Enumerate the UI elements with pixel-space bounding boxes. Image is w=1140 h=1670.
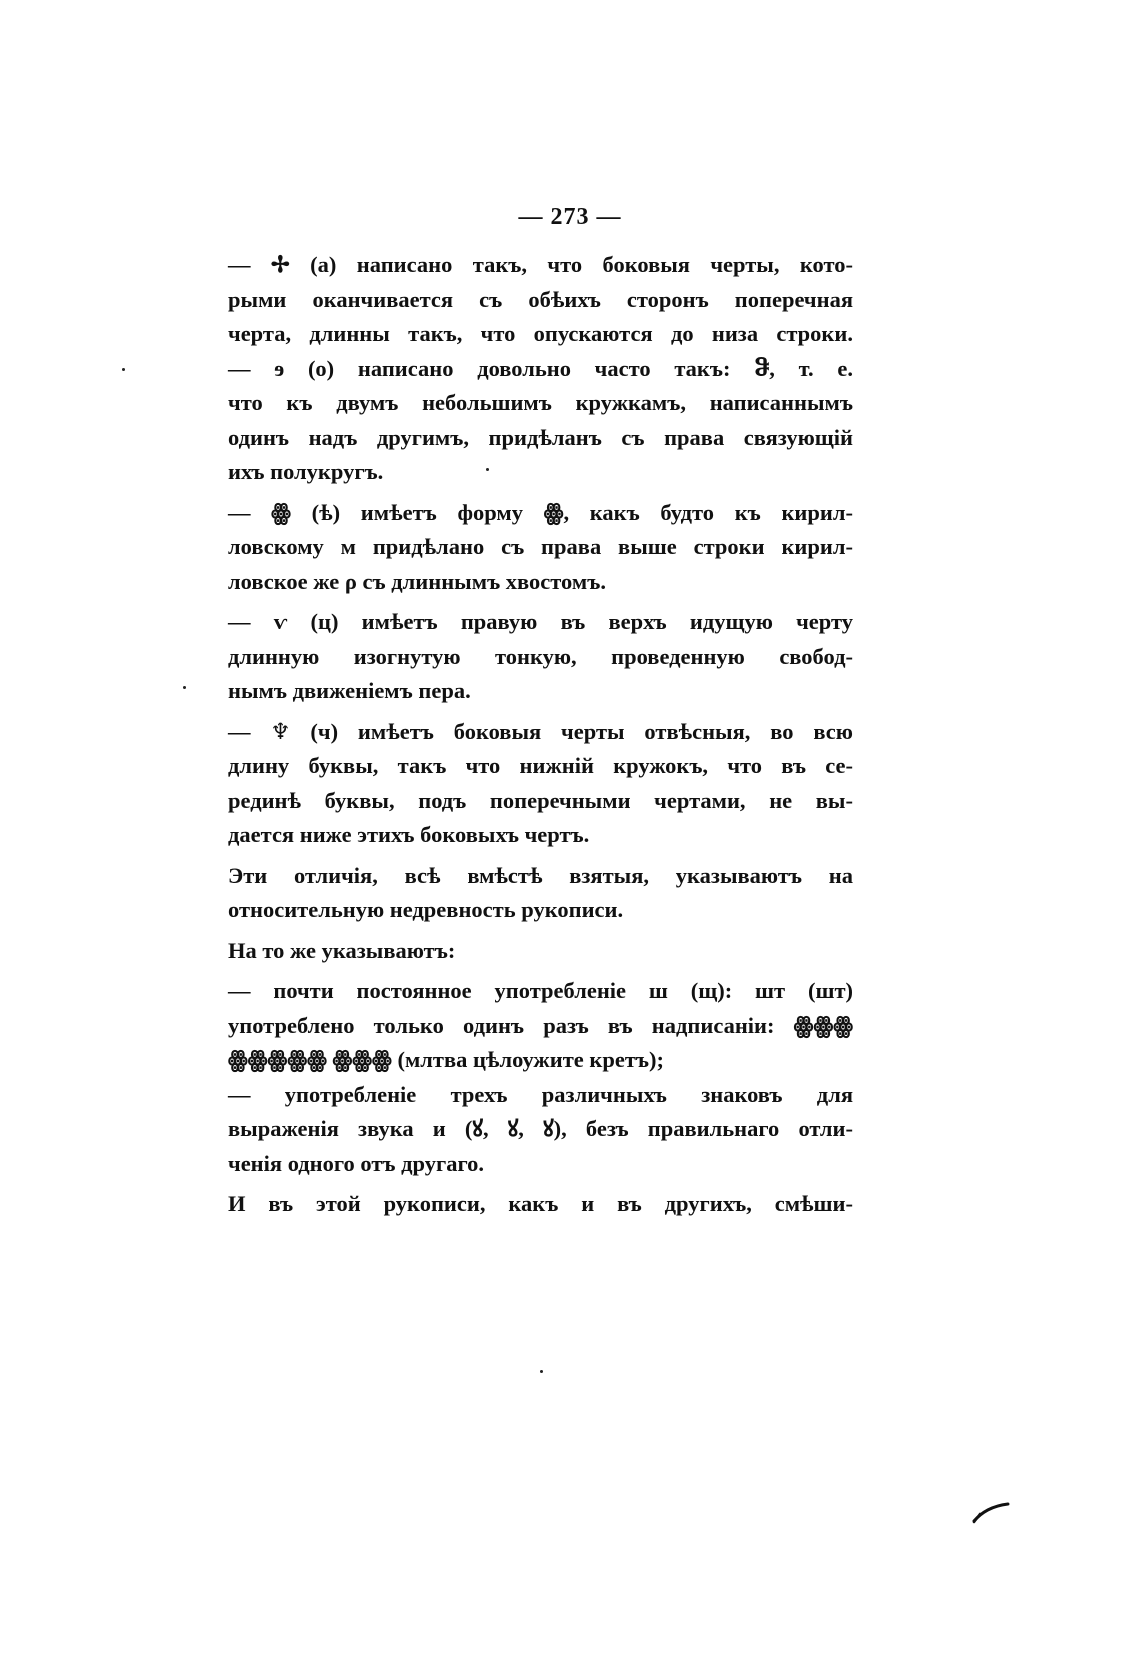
paragraph-conclusion: [228, 859, 853, 928]
paragraph-yat: [228, 496, 853, 600]
text-line: выраженія звука и (ꙋ, ꙋ, ꙋ), безъ правильнаго отли-: [228, 1116, 853, 1141]
text-line: ловскому м придѣлано съ права выше строки кирил-: [228, 534, 853, 559]
text-line: черта, длинны такъ, что опускаются до низа строки.: [228, 321, 853, 346]
text-line: — ♆ (ч) имѣетъ боковыя черты отвѣсныя, во всю: [228, 718, 853, 744]
page-number: — 273 —: [518, 204, 622, 230]
stray-mark: [122, 368, 125, 371]
stray-mark: [540, 1370, 543, 1373]
text-line: употреблено только одинъ разъ въ надписаніи: ꙮꙮꙮ: [228, 1012, 853, 1038]
text-line: ихъ полукругъ.: [228, 459, 384, 484]
text-line: ченія одного отъ другаго.: [228, 1150, 485, 1176]
paragraph-a: [228, 248, 853, 352]
text-line: — ѵ (ц) имѣетъ правую въ верхъ идущую черту: [228, 609, 853, 634]
paragraph-u: [228, 1078, 853, 1182]
text-line: нымъ движеніемъ пера.: [228, 678, 471, 703]
text-line: рединѣ буквы, подъ поперечными чертами, не вы-: [228, 787, 853, 813]
text-line: одинъ надъ другимъ, придѣланъ съ права связующій: [228, 424, 853, 450]
text-line: рыми оканчивается съ обѣихъ сторонъ поперечная: [228, 286, 853, 312]
paragraph-o: [228, 352, 853, 490]
text-line: ꙮꙮꙮꙮꙮ ꙮꙮꙮ (млтва цѣлоужите кретъ);: [228, 1047, 664, 1072]
stray-mark: [486, 468, 489, 471]
paragraph-also: [228, 934, 853, 969]
text-line: — почти постоянное употребленіе ш (щ): шт (шт): [228, 978, 853, 1003]
body-text: [228, 248, 853, 1222]
text-line: относительную недревность рукописи.: [228, 897, 624, 922]
text-line: И въ этой рукописи, какъ и въ другихъ, смѣши-: [228, 1191, 853, 1216]
text-line: ловское же ρ съ длиннымъ хвостомъ.: [228, 568, 606, 594]
text-line: На то же указываютъ:: [228, 937, 456, 963]
text-line: — ɘ (о) написано довольно часто такъ: ჵ, т. е.: [228, 355, 853, 381]
stray-mark: [183, 686, 186, 689]
text-line: дается ниже этихъ боковыхъ чертъ.: [228, 822, 590, 847]
paragraph-shch: [228, 974, 853, 1078]
paragraph-ch: [228, 715, 853, 853]
paragraph-ts: [228, 605, 853, 709]
text-line: длинную изогнутую тонкую, проведенную свобод-: [228, 643, 853, 669]
text-line: Эти отличія, всѣ вмѣстѣ взятыя, указываютъ на: [228, 862, 853, 888]
text-line: — употребленіе трехъ различныхъ знаковъ для: [228, 1081, 853, 1107]
paragraph-final: [228, 1187, 853, 1222]
text-line: длину буквы, такъ что нижній кружокъ, что въ се-: [228, 753, 853, 778]
pen-stroke-mark: [972, 1500, 1012, 1524]
text-line: — ✢ (а) написано такъ, что боковыя черты, кото-: [228, 252, 853, 277]
text-line: — ꙮ (ѣ) имѣетъ форму ꙮ, какъ будто къ кирил-: [228, 499, 853, 525]
text-line: что къ двумъ небольшимъ кружкамъ, написаннымъ: [228, 390, 853, 415]
